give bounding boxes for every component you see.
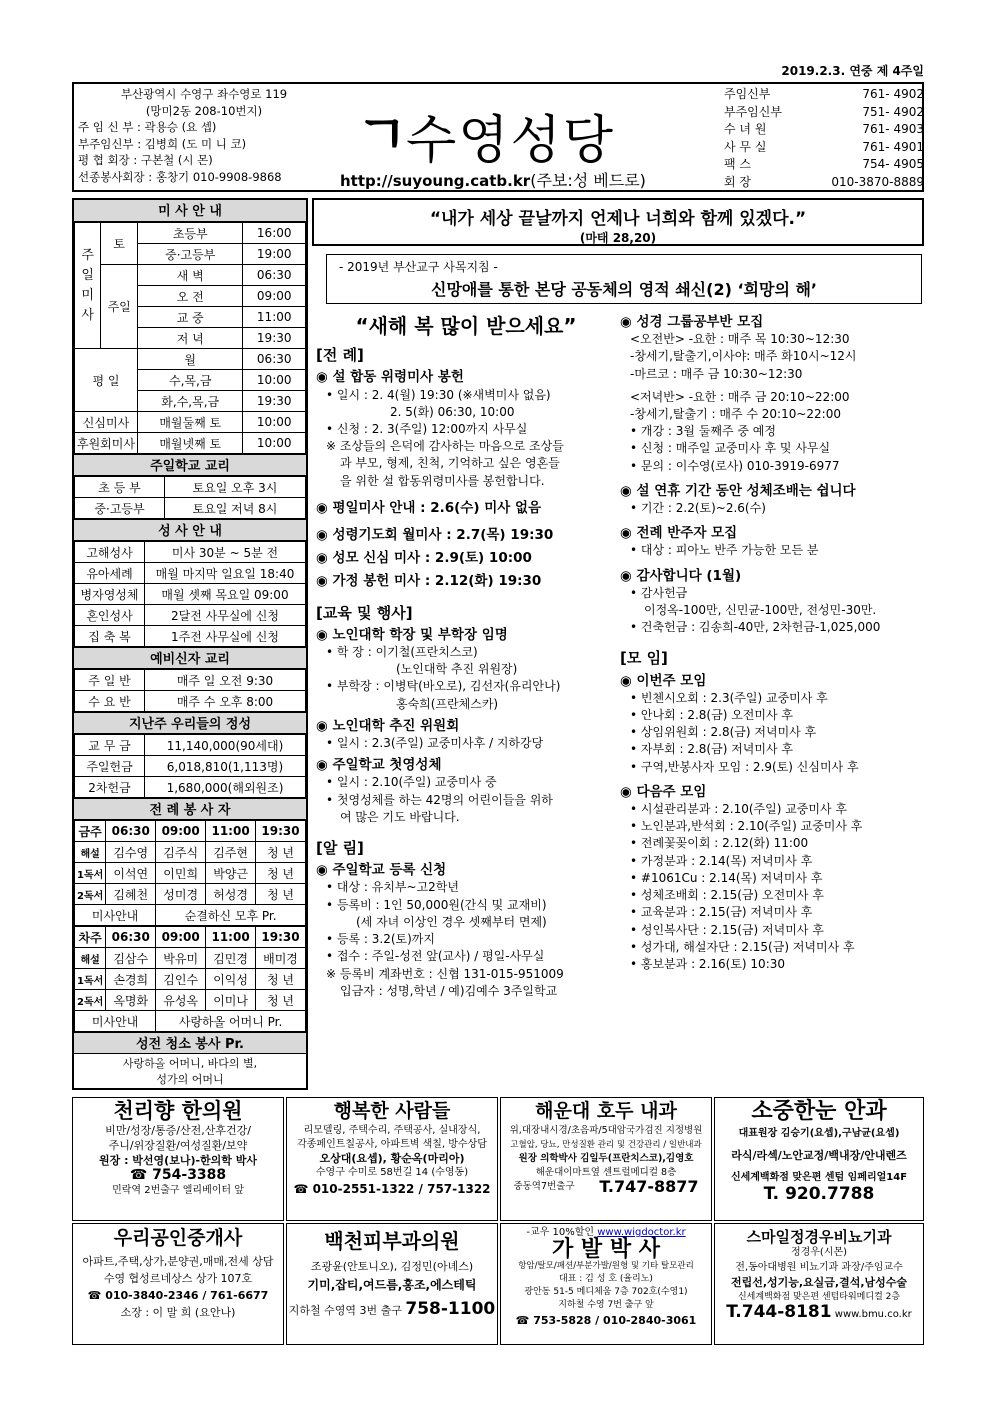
ad-remodeling: 행복한 사람들 리모델링, 주택수리, 주택공사, 실내장식, 각종페인트칠공사, 아파트벽 색칠, 방수상담 오상대(요셉), 황순옥(마리아) 수영구 수미로 58번길 14 (수영동) ☎ 010-2551-1322 / 757-1322 — [286, 1097, 498, 1221]
liturgy-this-week: 금주 06:30 09:00 11:00 19:30 해설 김수영 김주식 김주현 청 년 1독서 이석연 이민희 박양근 청 년 2독서 김혜천 성미경 허성경 청 년 미사안내 순결하신 모후 Pr. — [74, 820, 306, 926]
school-title: 주일학교 교리 — [74, 454, 306, 476]
cleaning-title: 성전 청소 봉사 Pr. — [74, 1032, 306, 1054]
liturgy-title: 전 례 봉 사 자 — [74, 798, 306, 820]
section-liturgy: [전 례] — [316, 346, 364, 365]
section-education: [교육 및 행사] — [316, 603, 413, 622]
website[interactable] — [340, 168, 646, 191]
ad-internal-medicine: 해운대 호두 내과 위,대장내시경/초음파/5대암국가검진 지정병원 고혈압, 당뇨, 만성질환 관리 및 건강관리 / 일반내과 원장 의학박사 김일두(프란치스코),김영호 해운대이마트옆 센트럴메디컬 8층 중동역7번출구 T.747-8877 — [500, 1097, 712, 1221]
catechumen-table: 주 일 반 매주 일 오전 9:30 수 요 반 매주 수 오후 8:00 — [74, 669, 306, 712]
scripture-verse: “내가 세상 끝날까지 언제나 너희와 함께 있겠다.” (마태 28,20) — [312, 198, 924, 246]
cleaning-groups: 사랑하올 어머니, 바다의 별, 성가의 어머니 — [122, 1057, 258, 1086]
mass-title: 미 사 안 내 — [74, 200, 306, 222]
issue-date: 2019.2.3. 연중 제 4주일 — [781, 64, 924, 78]
contact-row: 주임신부 761- 4902 — [724, 87, 924, 101]
offering-title: 지난주 우리들의 정성 — [74, 712, 306, 734]
pastoral-guideline: - 2019년 부산교구 사목지침 - 신망애를 통한 본당 공동체의 영적 쇄신(2) ‘희망의 해’ — [326, 254, 922, 304]
new-year-greeting: “새해 복 많이 받으세요” — [355, 314, 577, 338]
header — [72, 82, 924, 192]
liturgy-next-week: 차주 06:30 09:00 11:00 19:30 해설 김삼수 박유미 김민경 배미경 1독서 손경희 김인수 이익성 청 년 2독서 옥명화 유성옥 이미나 청 년 미사안내 사랑하올 어머니 Pr. — [74, 926, 306, 1032]
parish-info — [78, 86, 330, 185]
contact-row: 부주임신부 751- 4902 — [724, 104, 924, 119]
masthead — [336, 84, 722, 190]
mass-table: 주일미사 토 초등부 16:00 중·고등부 19:00 주일 새 벽 06:30 오 전 09:00 교 중 11:00 저 녁 19:30 평 일 월 06:30 수,목,금 10:00 화,수,목,금 19:30 신심미사 매월둘째 토 10:00 후원회미사 매월넷째 토 10:00 — [74, 222, 306, 454]
wig-website-link[interactable]: www.wigdoctor.kr — [597, 1227, 686, 1238]
ad-eye-clinic: 소중한눈 안과 대표원장 김승기(요셉),구남균(요셉) 라식/라섹/노안교정/백내장/안내렌즈 신세계백화점 맞은편 센텀 임페리얼14F T. 920.7788 — [714, 1097, 924, 1221]
contact-row: 사 무 실 761- 4901 — [724, 139, 924, 154]
section-meetings: [모 임] — [620, 649, 668, 668]
ad-wig-shop: -교우 10%할인 www.wigdoctor.kr 가 발 박 사 항암/탈모/패션/부분가발/원형 및 기타 탈모관리 대표 : 김 성 호 (율리노) 광안동 51-5 메디체움 7층 702호(수영1) 지하철 수영 7번 출구 앞 ☎ 753-5828 / 010-2840-3061 — [500, 1223, 712, 1345]
sunday-mass-label: 주일미사 — [75, 223, 101, 349]
pastor: 주 임 신 부 : 곽용승 (요 셉) — [78, 120, 217, 134]
section-notices: [알 림] — [316, 839, 364, 858]
left-column — [72, 198, 308, 1090]
sacrament-title: 성 사 안 내 — [74, 519, 306, 541]
ad-urology: 스마일정경우비뇨기과 정경우(시몬) 전,동아대병원 비뇨기과 과장/주임교수 전립선,성기능,요실금,결석,남성수술 신세계백화점 맞은편 센텀타워메디컬 2층 T.744-8181 www.bmu.co.kr — [714, 1223, 924, 1345]
website-url[interactable]: http://suyoung.catb.kr — [340, 172, 531, 190]
main-content — [312, 198, 924, 1090]
address-sub: (망미2동 208-10번지) — [145, 103, 263, 118]
council-president: 평 협 회장 : 구본철 (시 몬) — [78, 153, 213, 167]
column-1: “새해 복 많이 받으세요” [전 례] ◉ 설 합동 위령미사 봉헌 • 일시 : 2. 4(월) 19:30 (※새벽미사 없음) 2. 5(화) 06:30, 10:00 • 신청 : 2. 3(주일) 12:00까지 사무실 ※ 조상들의 은덕에 감사하는 마음으로 조상들 과 부모, 형제, 친척, 기억하고 싶은 영혼들 을 위한 설 합동위령미사를 봉헌합니다. ◉ 평일미사 안내 : 2.6(수) 미사 없음 ◉ 성령기도회 월미사 : 2.7(목) 19:30 ◉ 성모 신심 미사 : 2.9(토) 10:00 ◉ 가정 봉헌 미사 : 2.12(화) 19:30 [교육 및 행사] ◉ 노인대학 학장 및 부학장 임명 • 학 장 : 이기철(프란치스코) (노인대학 추진 위원장) • 부학장 : 이병탁(바오로), 김선자(유리안나) 홍숙희(프란체스카) ◉ 노인대학 추진 위원회 • 일시 : 2.3(주일) 교중미사후 / 지하강당 ◉ 주일학교 첫영성체 • 일시 : 2.10(주일) 교중미사 중 • 첫영성체를 하는 42명의 어린이들을 위하 여 많은 기도 바랍니다. [알 림] ◉ 주일학교 등록 신청 • 대상 : 유치부~고2학년 • 등록비 : 1인 50,000원(간식 및 교재비) (세 자녀 이상인 경우 셋째부터 면제) • 등록 : 3.2(토)까지 • 접수 : 주일-성전 앞(교사) / 평일-사무실 ※ 등록비 계좌번호 : 신협 131-015-951009 입금자 : 성명,학년 / 예)김예수 3주일학교 — [316, 314, 616, 1000]
address: 부산광역시 수영구 좌수영로 119 — [120, 87, 288, 101]
patron-saint: (주보:성 베드로) — [530, 171, 646, 190]
advertisements — [72, 1097, 924, 1345]
school-table: 초 등 부 토요일 오후 3시 중·고등부 토요일 저녁 8시 — [74, 476, 306, 519]
catechumen-title: 예비신자 교리 — [74, 647, 306, 669]
funeral-president: 선종봉사회장 : 홍창기 010-9908-9868 — [78, 169, 282, 184]
urology-website-link[interactable]: www.bmu.co.kr — [834, 1309, 912, 1320]
logo-mark-icon: ㄱ — [356, 102, 409, 166]
parish-logo: 수영성당 — [406, 111, 615, 171]
sacrament-table: 고해성사 미사 30분 ~ 5분 전 유아세례 매월 마지막 일요일 18:40 병자영성체 매월 셋째 목요일 09:00 혼인성사 2달전 사무실에 신청 집 축 복 1주전 사무실에 신청 — [74, 541, 306, 647]
contact-row: 팩 스 754- 4905 — [724, 157, 924, 171]
ad-dermatology: 백천피부과의원 조광윤(안토니오), 김정민(아녜스) 기미,잡티,여드름,홍조,에스테틱 지하철 수영역 3번 출구 758-1100 — [286, 1223, 498, 1345]
contact-row: 회 장 010-3870-8889 — [724, 174, 924, 189]
ad-real-estate: 우리공인중개사 아파트,주택,상가,분양권,매매,전세 상담 수영 협성르네상스 상가 107호 ☎ 010-3840-2346 / 761-6677 소장 : 이 말 희 (요안나) — [72, 1223, 284, 1345]
offering-table: 교 무 금 11,140,000(90세대) 주일헌금 6,018,810(1,113명) 2차헌금 1,680,000(해외원조) — [74, 734, 306, 798]
contacts — [724, 86, 924, 191]
contact-row: 수 녀 원 761- 4903 — [724, 122, 924, 136]
ad-oriental-clinic: 천리향 한의원 비만/성장/통증/산전,산후건강/ 주니/위장질환/여성질환/보약 원장 : 박선영(보나)-한의학 박사 ☎ 754-3388 민락역 2번출구 엘리베이터 앞 — [72, 1097, 284, 1221]
column-2: ◉ 성경 그룹공부반 모집 <오전반> -요한 : 매주 목 10:30~12:30 -창세기,탈출기,이사야: 매주 화10시~12시 -마르코 : 매주 금 10:30~12:30 <저녁반> -요한 : 매주 금 20:10~22:00 -창세기,탈출기 : 매주 수 20:10~22:00 • 개강 : 3월 둘째주 중 예정 • 신청 : 매주일 교중미사 후 및 사무실 • 문의 : 이수영(로사) 010-3919-6977 ◉ 설 연휴 기간 동안 성체조배는 쉽니다 • 기간 : 2.2(토)~2.6(수) ◉ 전례 반주자 모집 • 대상 : 피아노 반주 가능한 모든 분 ◉ 감사합니다 (1월) • 감사헌금 이정옥-100만, 신민균-100만, 전성민-30만. • 건축헌금 : 김송희-40만, 2차헌금-1,025,000 [모 임] ◉ 이번주 모임 • 빈첸시오회 : 2.3(주일) 교중미사 후 • 안나회 : 2.8(금) 오전미사 후 • 상임위원회 : 2.8(금) 저녁미사 후 • 자부회 : 2.8(금) 저녁미사 후 • 구역,반봉사자 모임 : 2.9(토) 신심미사 후 ◉ 다음주 모임 • 시설관리분과 : 2.10(주일) 교중미사 후 • 노인분과,반석회 : 2.10(주일) 교중미사 후 • 전례꽃꽂이회 : 2.12(화) 11:00 • 가정분과 : 2.14(목) 저녁미사 후 • #1061Cu : 2.14(목) 저녁미사 후 • 성체조배회 : 2.15(금) 오전미사 후 • 교육분과 : 2.15(금) 저녁미사 후 • 성인복사단 : 2.15(금) 저녁미사 후 • 성가대, 해설자단 : 2.15(금) 저녁미사 후 • 홍보분과 : 2.16(토) 10:30 — [620, 314, 924, 973]
assistant-pastor: 부주임신부 : 김병희 (도 미 니 코) — [78, 136, 247, 151]
